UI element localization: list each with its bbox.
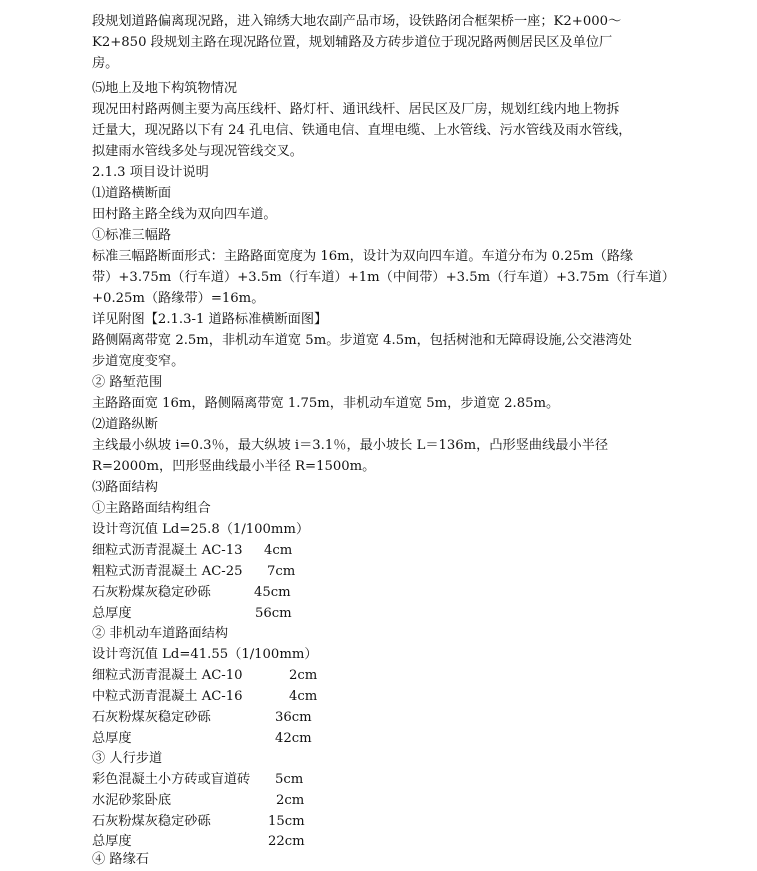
section-heading: ①主路路面结构组合 xyxy=(92,501,211,516)
section-heading: ② 非机动车道路面结构 xyxy=(92,626,229,641)
text-line: 田村路主路全线为双向四车道。 xyxy=(92,207,277,222)
section-heading: ⑸地上及地下构筑物情况 xyxy=(92,81,238,96)
spec-name: 粗粒式沥青混凝土 AC-25 xyxy=(92,564,243,579)
section-heading: ② 路堑范围 xyxy=(92,375,163,390)
spec-value: 4cm xyxy=(289,689,318,704)
text-line: 段规划道路偏离现况路，进入锦绣大地农副产品市场，设铁路闭合框架桥一座；K2+000～ xyxy=(92,14,622,29)
figure-reference: 详见附图【2.1.3-1 道路标准横断面图】 xyxy=(92,312,328,327)
text-line: 主路路面宽 16m，路侧隔离带宽 1.75m，非机动车道宽 5m，步道宽 2.85m。 xyxy=(92,396,560,411)
section-heading: ③ 人行步道 xyxy=(92,751,163,766)
spec-value: 42cm xyxy=(275,731,312,746)
spec-name: 总厚度 xyxy=(92,606,132,621)
section-heading: ④ 路缘石 xyxy=(92,852,149,867)
spec-name: 细粒式沥青混凝土 AC-13 xyxy=(92,543,243,558)
text-line: 步道宽度变窄。 xyxy=(92,354,185,369)
spec-name: 彩色混凝土小方砖或盲道砖 xyxy=(92,772,251,787)
text-line: 带）+3.75m（行车道）+3.5m（行车道）+1m（中间带）+3.5m（行车道）+3.75m（行车道） xyxy=(92,270,675,285)
spec-value: 56cm xyxy=(255,606,292,621)
spec-value: 4cm xyxy=(264,543,293,558)
section-heading: ⑴道路横断面 xyxy=(92,186,172,201)
text-line: 拟建雨水管线多处与现况管线交叉。 xyxy=(92,144,303,159)
spec-name: 中粒式沥青混凝土 AC-16 xyxy=(92,689,243,704)
text-line: R=2000m，凹形竖曲线最小半径 R=1500m。 xyxy=(92,459,376,474)
text-line: 设计弯沉值 Ld=41.55（1/100mm） xyxy=(92,647,318,662)
spec-name: 总厚度 xyxy=(92,731,132,746)
section-heading: ①标准三幅路 xyxy=(92,228,172,243)
text-line: 房。 xyxy=(92,56,119,71)
spec-value: 7cm xyxy=(267,564,296,579)
spec-name: 石灰粉煤灰稳定砂砾 xyxy=(92,710,211,725)
spec-value: 2cm xyxy=(276,793,305,808)
text-line: +0.25m（路缘带）=16m。 xyxy=(92,291,265,306)
spec-value: 45cm xyxy=(254,585,291,600)
section-heading: 2.1.3 项目设计说明 xyxy=(92,165,209,180)
text-line: 标准三幅路断面形式：主路路面宽度为 16m，设计为双向四车道。车道分布为 0.25m（路缘 xyxy=(92,249,634,264)
spec-name: 水泥砂浆卧底 xyxy=(92,793,172,808)
spec-value: 5cm xyxy=(275,772,304,787)
spec-name: 总厚度 xyxy=(92,834,132,849)
spec-value: 36cm xyxy=(275,710,312,725)
spec-name: 石灰粉煤灰稳定砂砾 xyxy=(92,814,211,829)
spec-value: 2cm xyxy=(289,668,318,683)
spec-value: 15cm xyxy=(268,814,305,829)
spec-name: 石灰粉煤灰稳定砂砾 xyxy=(92,585,211,600)
section-heading: ⑶路面结构 xyxy=(92,480,158,495)
spec-value: 22cm xyxy=(268,834,305,849)
text-line: 主线最小纵坡 i=0.3％，最大纵坡 i＝3.1％，最小坡长 L＝136m，凸形竖曲线最小半径 xyxy=(92,438,609,453)
text-line: 现况田村路两侧主要为高压线杆、路灯杆、通讯线杆、居民区及厂房，规划红线内地上物拆 xyxy=(92,102,620,117)
section-heading: ⑵道路纵断 xyxy=(92,417,158,432)
text-line: 迁量大，现况路以下有 24 孔电信、铁通电信、直埋电缆、上水管线、污水管线及雨水管线， xyxy=(92,123,632,138)
text-line: K2+850 段规划主路在现况路位置，规划辅路及方砖步道位于现况路两侧居民区及单位厂 xyxy=(92,35,613,50)
text-line: 路侧隔离带宽 2.5m，非机动车道宽 5m。步道宽 4.5m，包括树池和无障碍设施,公交港湾处 xyxy=(92,333,632,348)
text-line: 设计弯沉值 Ld=25.8（1/100mm） xyxy=(92,522,310,537)
spec-name: 细粒式沥青混凝土 AC-10 xyxy=(92,668,243,683)
